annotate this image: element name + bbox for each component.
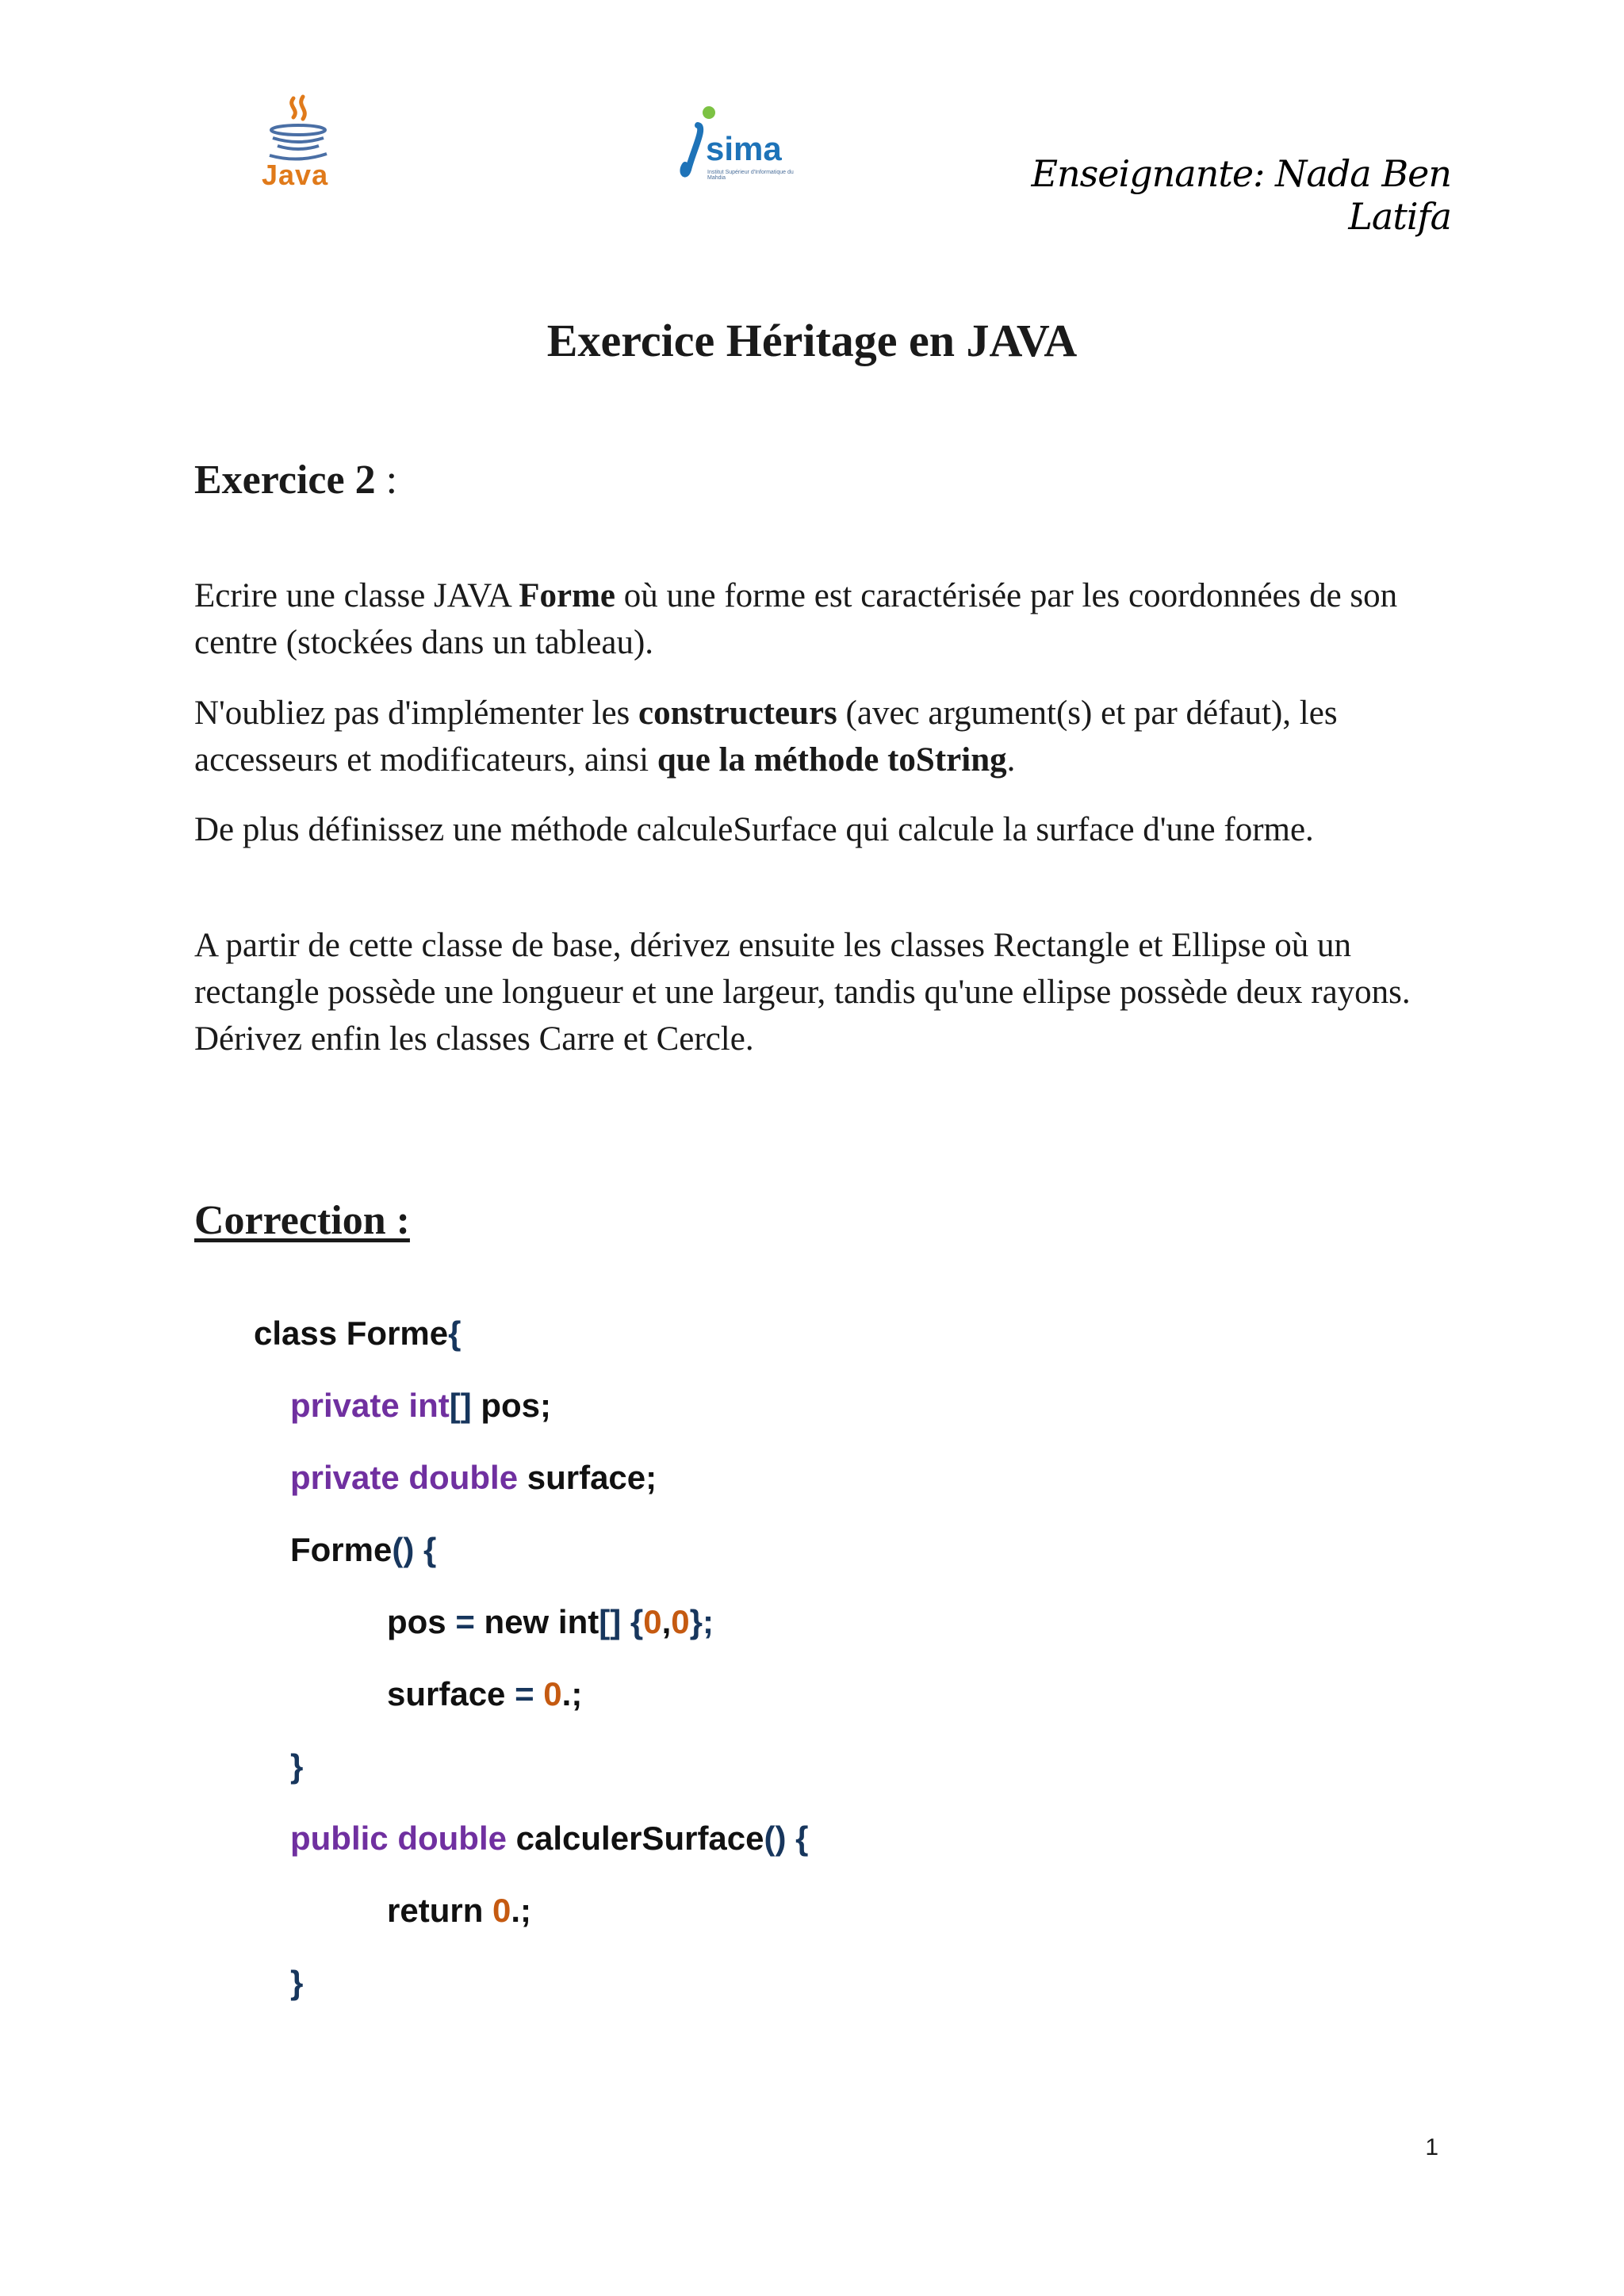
code-line: private double surface; (290, 1459, 657, 1496)
java-logo-text: Java (262, 159, 329, 191)
java-logo (259, 94, 338, 193)
p2-text-e: . (1006, 741, 1016, 779)
java-cup-icon (259, 94, 338, 161)
p1-text-a: Ecrire une classe JAVA (194, 577, 519, 614)
p1-text-c: où une forme est caractérisée par les coordonnées de son centre (stockées dans un tableau). (194, 577, 1398, 661)
code-line: } (290, 1747, 304, 1785)
paragraph-4: A partir de cette classe de base, dérivez ensuite les classes Rectangle et Ellipse où un rectangle possède une longueur et une largeur, tandis qu'une ellipse possède deux rayons. Dérivez enfin les classes Carre et Cercle. (194, 927, 1411, 1058)
p2-bold-tostring: que la méthode toString (657, 741, 1007, 779)
paragraph-1 (194, 572, 1455, 666)
code-line: pos = new int[] {0,0}; (387, 1603, 714, 1640)
code-line: class Forme{ (254, 1314, 462, 1352)
paragraph-3: De plus définissez une méthode calculeSurface qui calcule la surface d'une forme. (194, 811, 1314, 848)
paragraph-2 (194, 690, 1455, 783)
p2-text-a: N'oubliez pas d'implémenter les (194, 695, 639, 732)
page-number: 1 (1425, 2134, 1438, 2160)
document-title: Exercice Héritage en JAVA (546, 315, 1078, 366)
code-line: private int[] pos; (290, 1387, 552, 1424)
code-line: return 0.; (387, 1892, 532, 1929)
p2-bold-constructeurs: constructeurs (638, 695, 837, 732)
code-line: Forme() { (290, 1531, 437, 1568)
code-line: public double calculerSurface() { (290, 1820, 809, 1857)
teacher-name: Enseignante: Nada Ben Latifa (1031, 152, 1451, 238)
isima-logo (674, 103, 809, 182)
isima-logo-text: sima (706, 130, 782, 167)
isima-logo-subtitle: Institut Supérieur d'Informatique du Mahdia (707, 170, 794, 181)
correction-heading: Correction : (194, 1198, 410, 1243)
p2-text-c: (avec argument(s) et par défaut), les accesseurs et modificateurs, ainsi (194, 695, 1338, 779)
code-line: surface = 0.; (387, 1675, 583, 1712)
code-line: } (290, 1964, 304, 2001)
exercise-heading (194, 457, 397, 503)
p1-bold-forme: Forme (519, 577, 615, 614)
exercise-suffix: : (375, 457, 398, 503)
exercise-label: Exercice 2 (194, 457, 376, 503)
